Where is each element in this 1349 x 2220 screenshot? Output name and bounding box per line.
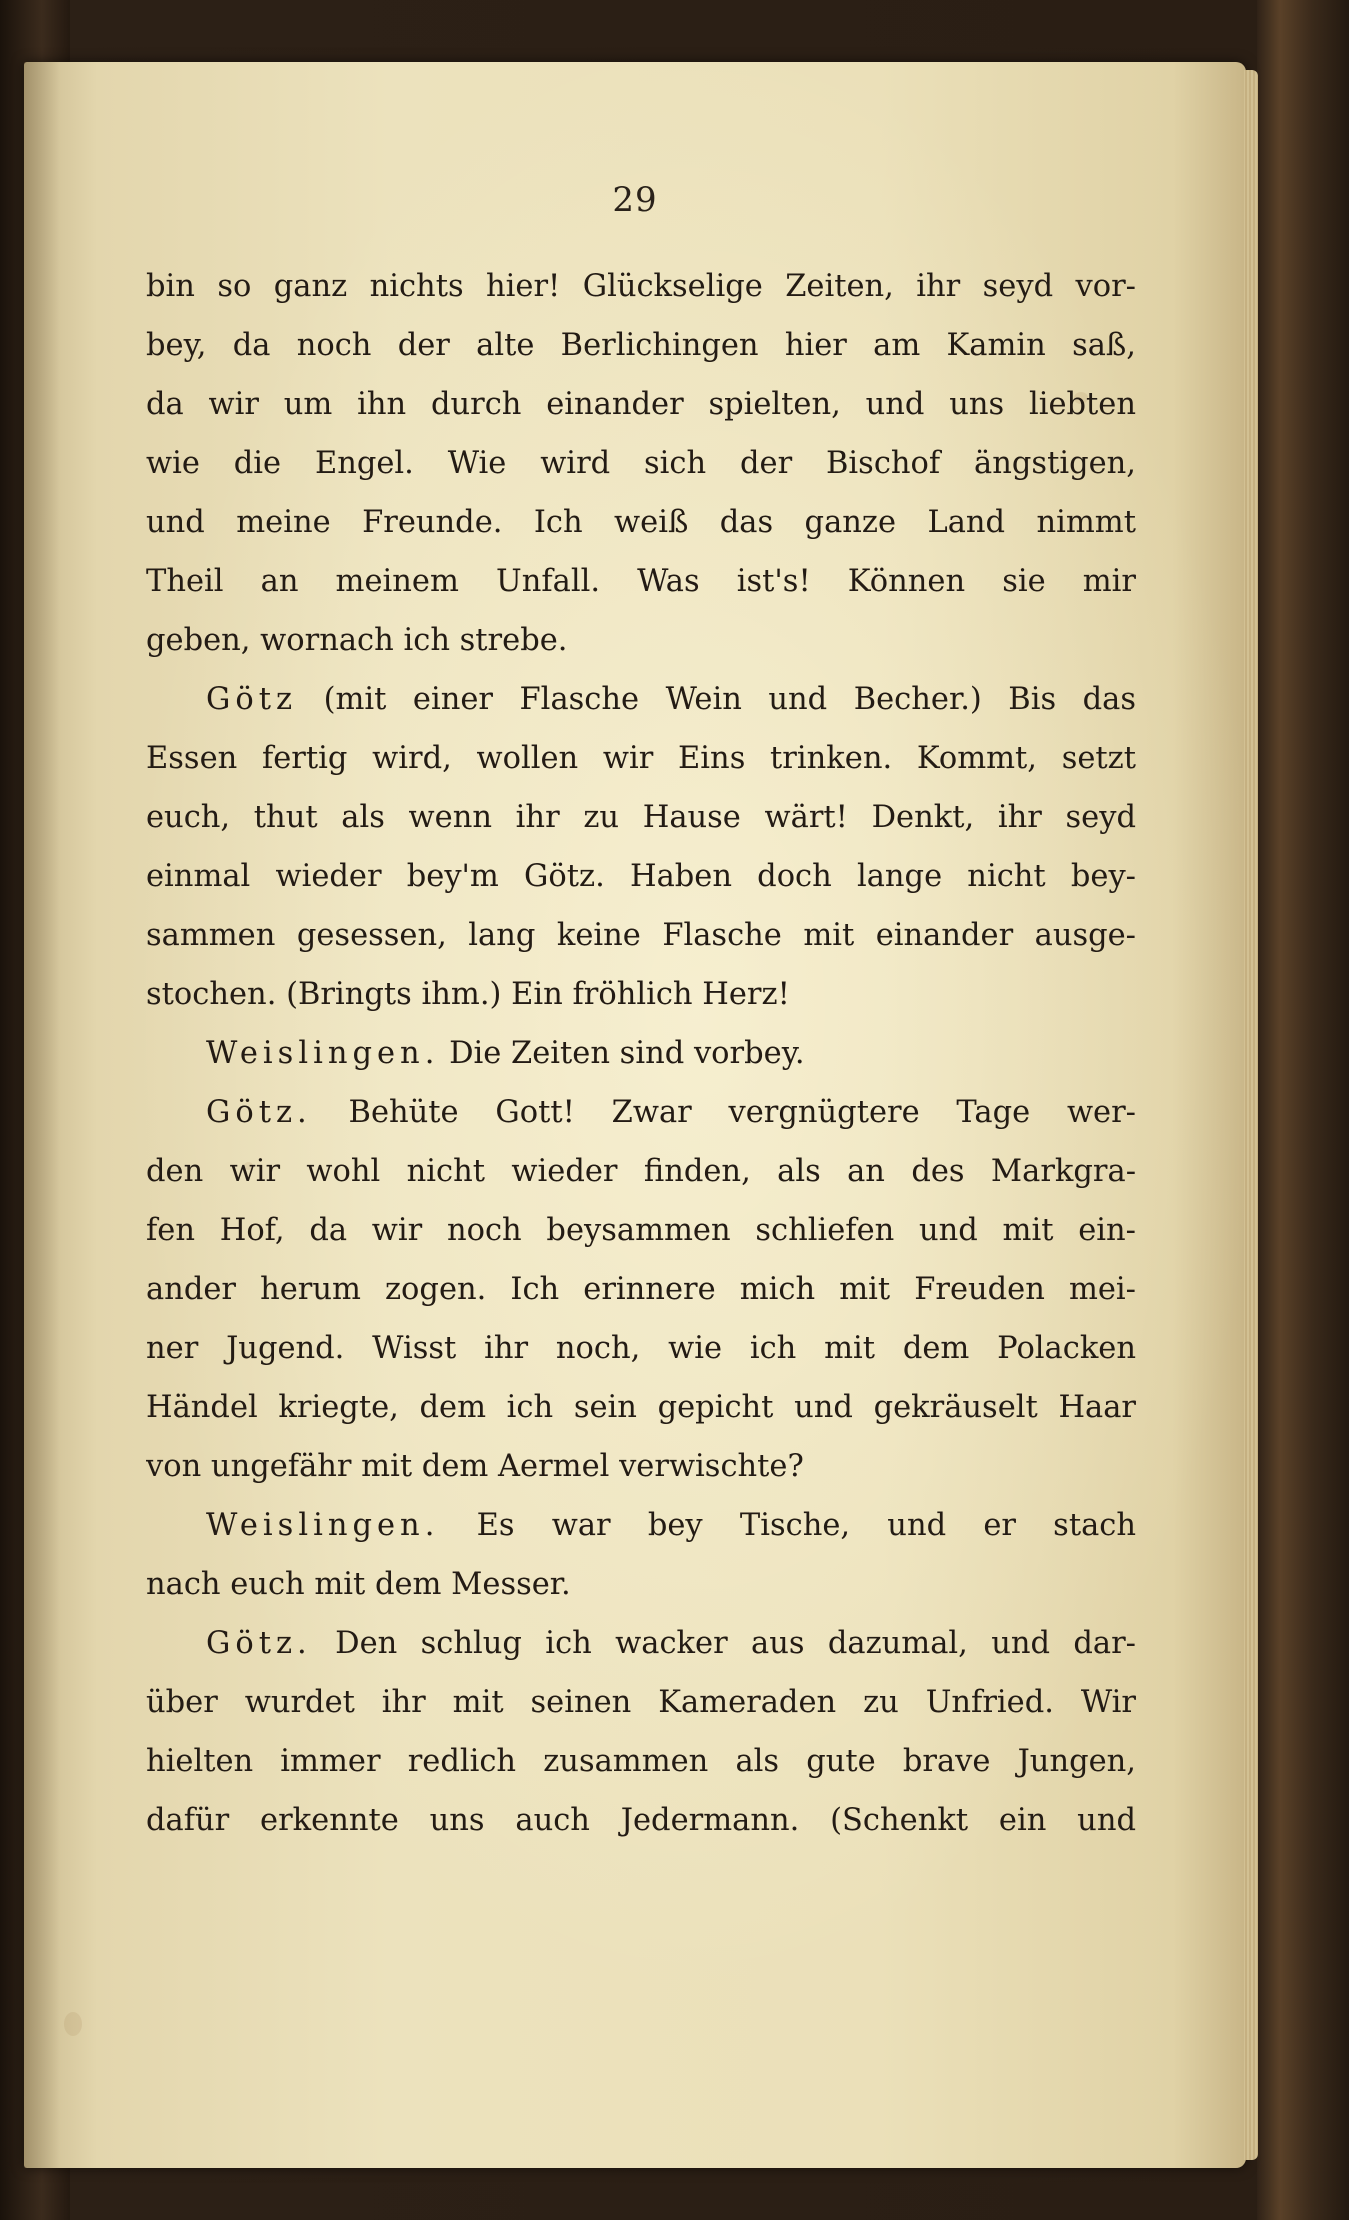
text-line: bin so ganz nichts hier! Glückselige Zeiten, ihr seyd vor-: [146, 269, 1136, 304]
dialogue-line: Weislingen. Die Zeiten sind vorbey.: [206, 1036, 805, 1071]
speaker-name: Götz.: [206, 1095, 312, 1130]
text-line: hielten immer redlich zusammen als gute brave Jungen,: [146, 1744, 1136, 1779]
dialogue-line: Weislingen. Es war bey Tische, und er stach: [206, 1508, 1136, 1543]
text-line: den wir wohl nicht wieder finden, als an des Markgra-: [146, 1154, 1136, 1189]
text-line: fen Hof, da wir noch beysammen schliefen und mit ein-: [146, 1213, 1136, 1248]
text-line: Händel kriegte, dem ich sein gepicht und gekräuselt Haar: [146, 1390, 1136, 1425]
page-gutter: [24, 62, 60, 2168]
speaker-name: Weislingen.: [206, 1508, 440, 1543]
dialogue-line: Götz. Behüte Gott! Zwar vergnügtere Tage wer-: [206, 1095, 1136, 1130]
body-text: [146, 257, 1136, 1850]
text-line: da wir um ihn durch einander spielten, und uns liebten: [146, 387, 1136, 422]
paper-stain: [64, 2012, 82, 2036]
dialogue-line: Götz (mit einer Flasche Wein und Becher.) Bis das: [206, 682, 1136, 717]
text-line: nach euch mit dem Messer.: [146, 1567, 571, 1602]
text-line: von ungefähr mit dem Aermel verwischte?: [146, 1449, 804, 1484]
text-line: geben, wornach ich strebe.: [146, 623, 568, 658]
text-line: einmal wieder bey'm Götz. Haben doch lange nicht bey-: [146, 859, 1136, 894]
text-line: stochen. (Bringts ihm.) Ein fröhlich Herz!: [146, 977, 790, 1012]
dialogue-line: Götz. Den schlug ich wacker aus dazumal, und dar-: [206, 1626, 1136, 1661]
speaker-name: Weislingen.: [206, 1036, 440, 1071]
page-number: 29: [612, 180, 658, 220]
text-line: bey, da noch der alte Berlichingen hier am Kamin saß,: [146, 328, 1136, 363]
text-line: euch, thut als wenn ihr zu Hause wärt! Denkt, ihr seyd: [146, 800, 1136, 835]
text-line: und meine Freunde. Ich weiß das ganze Land nimmt: [146, 505, 1136, 540]
speaker-name: Götz: [206, 682, 298, 717]
page-edges: [1244, 70, 1258, 2160]
text-line: wie die Engel. Wie wird sich der Bischof ängstigen,: [146, 446, 1136, 481]
speaker-name: Götz.: [206, 1626, 312, 1661]
book-cover-right: [1257, 0, 1349, 2220]
text-line: ner Jugend. Wisst ihr noch, wie ich mit dem Polacken: [146, 1331, 1136, 1366]
text-line: sammen gesessen, lang keine Flasche mit einander ausge-: [146, 918, 1136, 953]
text-line: dafür erkennte uns auch Jedermann. (Schenkt ein und: [146, 1803, 1136, 1838]
text-line: Essen fertig wird, wollen wir Eins trinken. Kommt, setzt: [146, 741, 1136, 776]
book-page: [24, 62, 1246, 2168]
text-line: über wurdet ihr mit seinen Kameraden zu Unfried. Wir: [146, 1685, 1136, 1720]
text-line: ander herum zogen. Ich erinnere mich mit Freuden mei-: [146, 1272, 1136, 1307]
text-line: Theil an meinem Unfall. Was ist's! Können sie mir: [146, 564, 1136, 599]
